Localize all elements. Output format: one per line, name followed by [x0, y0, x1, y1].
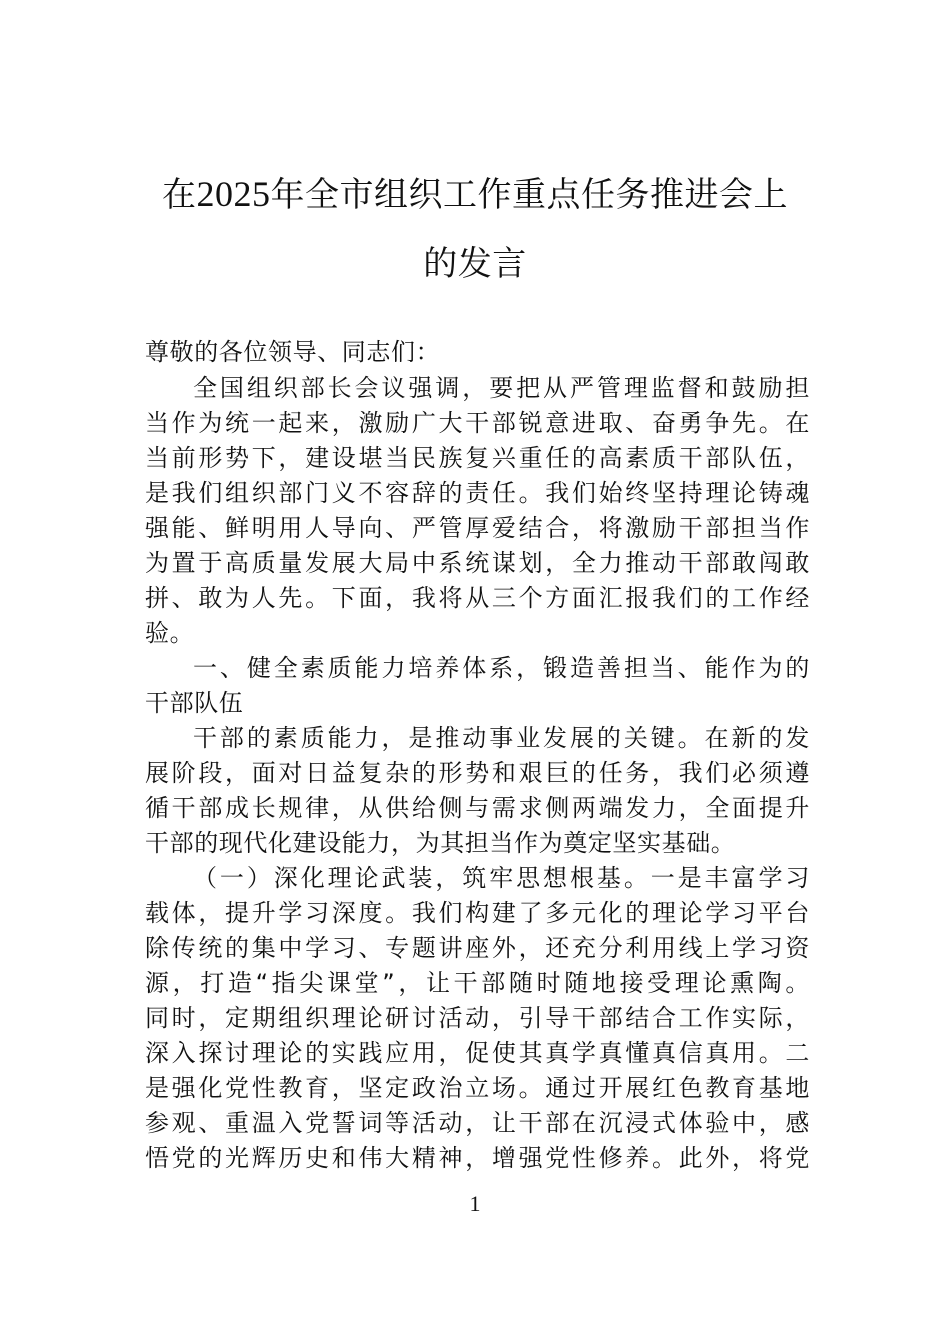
body-line: 当作为统一起来，激励广大干部锐意进取、奋勇争先。在 — [145, 409, 810, 437]
body-line: 是强化党性教育，坚定政治立场。通过开展红色教育基地 — [145, 1074, 810, 1102]
body-line: 干部的现代化建设能力，为其担当作为奠定坚实基础。 — [145, 829, 736, 857]
title-suffix: 年全市组织工作重点任务推进会上 — [270, 175, 788, 215]
salutation: 尊敬的各位领导、同志们： — [145, 338, 441, 366]
body-line: 源，打造“指尖课堂”，让干部随时随地接受理论熏陶。 — [145, 969, 810, 997]
body-line: 悟党的光辉历史和伟大精神，增强党性修养。此外，将党 — [145, 1144, 810, 1172]
body-line: 同时，定期组织理论研讨活动，引导干部结合工作实际， — [145, 1004, 810, 1032]
body-line: 全国组织部长会议强调，要把从严管理监督和鼓励担 — [193, 374, 810, 402]
body-line: 载体，提升学习深度。我们构建了多元化的理论学习平台 — [145, 899, 810, 927]
body-line: （一）深化理论武装，筑牢思想根基。一是丰富学习 — [193, 864, 810, 892]
section-heading: 干部队伍 — [145, 689, 244, 717]
body-line: 拼、敢为人先。下面，我将从三个方面汇报我们的工作经 — [145, 584, 810, 612]
body-line: 验。 — [145, 619, 195, 647]
page-number: 1 — [469, 1191, 481, 1216]
document-title-line-1 — [140, 174, 810, 215]
body-line: 是我们组织部门义不容辞的责任。我们始终坚持理论铸魂 — [145, 479, 810, 507]
body-line: 为置于高质量发展大局中系统谋划，全力推动干部敢闯敢 — [145, 549, 810, 577]
body-line: 参观、重温入党誓词等活动，让干部在沉浸式体验中，感 — [145, 1109, 810, 1137]
body-line: 强能、鲜明用人导向、严管厚爱结合，将激励干部担当作 — [145, 514, 810, 542]
document-title-line-2: 的发言 — [423, 244, 527, 284]
section-heading: 一、健全素质能力培养体系，锻造善担当、能作为的 — [193, 654, 810, 682]
body-line: 展阶段，面对日益复杂的形势和艰巨的任务，我们必须遵 — [145, 759, 810, 787]
body-line: 干部的素质能力，是推动事业发展的关键。在新的发 — [193, 724, 810, 752]
title-year: 2025 — [196, 174, 271, 214]
title-prefix: 在 — [162, 175, 197, 215]
body-line: 除传统的集中学习、专题讲座外，还充分利用线上学习资 — [145, 934, 810, 962]
body-line: 深入探讨理论的实践应用，促使其真学真懂真信真用。二 — [145, 1039, 810, 1067]
body-line: 循干部成长规律，从供给侧与需求侧两端发力，全面提升 — [145, 794, 810, 822]
body-line: 当前形势下，建设堪当民族复兴重任的高素质干部队伍， — [145, 444, 810, 472]
